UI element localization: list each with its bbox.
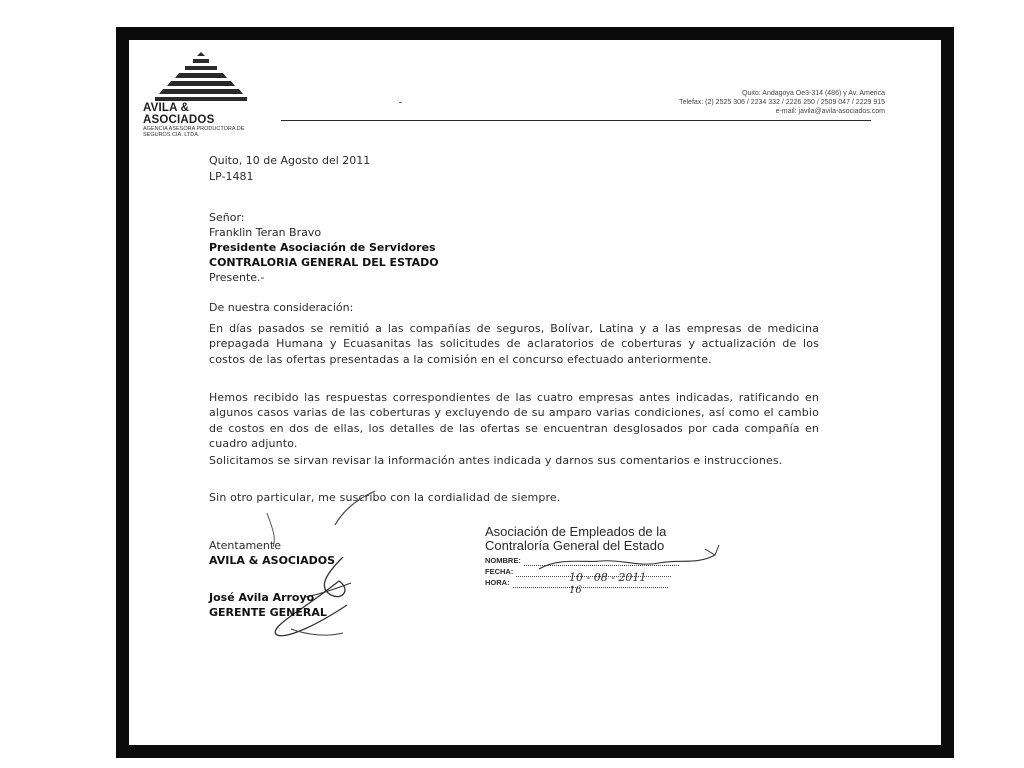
closing-regards: Atentamente (209, 539, 281, 552)
recipient-salutation: Señor: (209, 211, 245, 224)
body-paragraph-4: Sin otro particular, me suscribo con la cordialidad de siempre. (209, 491, 561, 504)
signer-position: GERENTE GENERAL (209, 606, 327, 619)
letterhead-divider (281, 120, 871, 121)
body-paragraph-3: Solicitamos se sirvan revisar la información antes indicada y darnos sus comentarios e instrucciones. (209, 454, 783, 467)
document-frame (116, 27, 954, 758)
stamp-fecha-value: 10 - 08 - 2011 (569, 571, 647, 584)
letter-page (129, 40, 941, 745)
reception-stamp (485, 524, 735, 595)
body-paragraph-1: En días pasados se remitió a las compañías de seguros, Bolívar, Latina y a las empresas de medicina prepagada Humana y Ecuasanitas las solicitudes de aclaratorios de coberturas y actualización de los costos de las ofertas presentadas a la comisión en el concurso efectuado anteriormente. (209, 322, 819, 366)
company-logo (143, 50, 263, 138)
letter-greeting: De nuestra consideración: (209, 301, 354, 314)
pyramid-logo-icon (155, 50, 247, 102)
closing-company: AVILA & ASOCIADOS (209, 554, 336, 567)
recipient-organization: CONTRALORIA GENERAL DEL ESTADO (209, 256, 439, 269)
stamp-fecha-label: FECHA: (485, 567, 514, 576)
recipient-title: Presidente Asociación de Servidores (209, 241, 436, 254)
logo-company-name: AVILA & ASOCIADOS (143, 102, 215, 126)
letterhead-address: Quito: Andagoya Oe3-314 (486) y Av. America (742, 90, 885, 97)
stamp-handwriting (529, 543, 729, 595)
stamp-hora-value: 16 (569, 585, 582, 595)
signer-name: José Avila Arroyo (209, 591, 315, 604)
scan-mark (399, 102, 402, 103)
stamp-line-2: Contraloría General del Estado (485, 538, 665, 553)
letterhead-phones: Telefax: (2) 2525 306 / 2234 332 / 2226 250 / 2509 047 / 2229 915 (679, 99, 885, 106)
recipient-presente: Presente.- (209, 271, 265, 284)
logo-tagline: AGENCIA ASESORA PRODUCTORA DE SEGUROS CIA. LTDA. (143, 126, 245, 138)
letterhead-contact (679, 89, 885, 116)
letter-reference: LP-1481 (209, 170, 254, 183)
stamp-nombre-label: NOMBRE: (485, 556, 521, 565)
letter-date: Quito, 10 de Agosto del 2011 (209, 154, 371, 167)
stamp-line-1: Asociación de Empleados de la (485, 524, 667, 539)
stamp-hora-label: HORA: (485, 578, 510, 587)
recipient-name: Franklin Teran Bravo (209, 226, 322, 239)
body-paragraph-2: Hemos recibido las respuestas correspondientes de las cuatro empresas antes indicadas, ratificando en algunos casos varias de las coberturas y excluyendo de su amparo varias condiciones, así como el cambio de costos en dos de ellas, los detalles de las ofertas se encuentran desglosados por cada compañía en cuadro adjunto. (209, 391, 819, 450)
letterhead-email: e-mail: javila@avila-asociados.com (775, 108, 885, 115)
